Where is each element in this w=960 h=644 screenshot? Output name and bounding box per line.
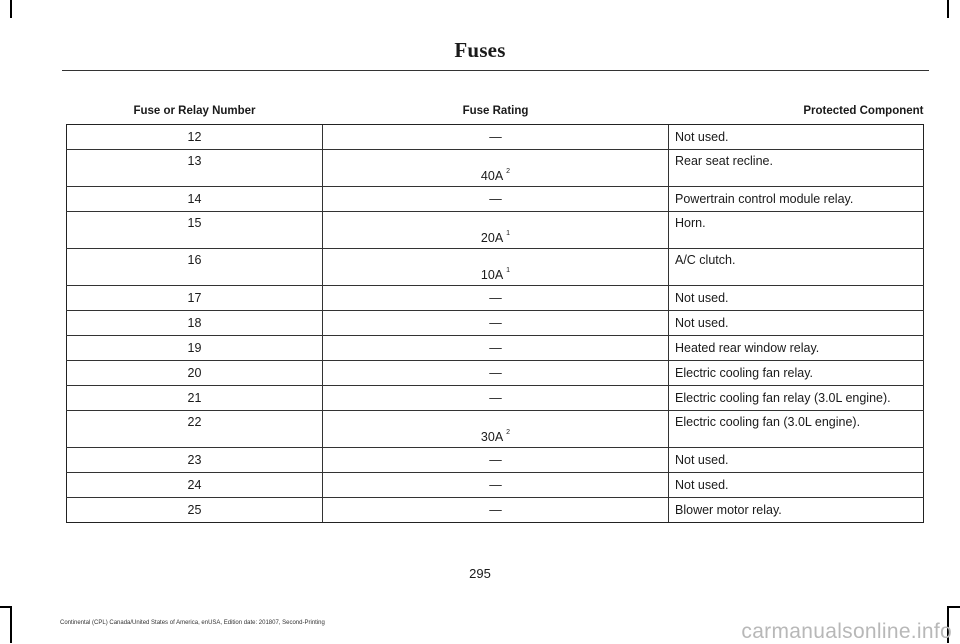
- column-header-component: Protected Component: [669, 98, 924, 125]
- table-row: [67, 286, 924, 311]
- fuse-rating: [323, 361, 669, 386]
- table-row: [67, 498, 924, 523]
- crop-mark-top-left-vertical: [10, 0, 12, 18]
- fuse-rating: [323, 212, 669, 249]
- rating-value: 30A: [480, 430, 504, 444]
- protected-component: Electric cooling fan relay.: [669, 361, 924, 386]
- footnote-marker: 1: [506, 230, 511, 237]
- rating-value: 20A: [480, 231, 504, 245]
- protected-component: Not used.: [669, 125, 924, 150]
- fuse-number: 18: [67, 311, 323, 336]
- protected-component: Electric cooling fan relay (3.0L engine).: [669, 386, 924, 411]
- table-row: [67, 411, 924, 448]
- protected-component: Rear seat recline.: [669, 150, 924, 187]
- table-row: [67, 361, 924, 386]
- table-row: [67, 212, 924, 249]
- page-title: Fuses: [454, 38, 506, 62]
- fuse-rating: [323, 498, 669, 523]
- protected-component: Horn.: [669, 212, 924, 249]
- table-row: [67, 311, 924, 336]
- fuse-rating: [323, 125, 669, 150]
- fuse-number: 25: [67, 498, 323, 523]
- title-rule: [62, 70, 929, 71]
- protected-component: Not used.: [669, 473, 924, 498]
- fuse-rating: [323, 386, 669, 411]
- rating-value: —: [489, 192, 502, 206]
- rating-value: 40A: [480, 169, 504, 183]
- table-row: [67, 473, 924, 498]
- watermark: carmanualsonline.info: [741, 620, 952, 643]
- fuse-rating: [323, 473, 669, 498]
- rating-value: —: [489, 503, 502, 517]
- table-row: [67, 249, 924, 286]
- fuse-number: 17: [67, 286, 323, 311]
- rating-value: —: [489, 391, 502, 405]
- fuse-number: 20: [67, 361, 323, 386]
- crop-mark-bottom-left-vertical: [10, 606, 12, 643]
- footer-edition-text: Continental (CPL) Canada/United States of America, enUSA, Edition date: 201807, Second-Printing: [60, 620, 325, 626]
- protected-component: Blower motor relay.: [669, 498, 924, 523]
- fuse-rating: [323, 150, 669, 187]
- footnote-marker: 1: [506, 267, 511, 274]
- fuse-rating: [323, 187, 669, 212]
- rating-value: —: [489, 341, 502, 355]
- rating-value: —: [489, 478, 502, 492]
- crop-mark-top-right-vertical: [947, 0, 949, 18]
- protected-component: Not used.: [669, 311, 924, 336]
- rating-value: —: [489, 316, 502, 330]
- fuse-number: 21: [67, 386, 323, 411]
- fuse-number: 12: [67, 125, 323, 150]
- column-header-rating: Fuse Rating: [323, 98, 669, 125]
- crop-mark-bottom-left-horizontal: [0, 606, 12, 608]
- fuse-table: [66, 98, 924, 523]
- table-row: [67, 448, 924, 473]
- protected-component: Not used.: [669, 286, 924, 311]
- fuse-number: 19: [67, 336, 323, 361]
- fuse-rating: [323, 286, 669, 311]
- rating-value: —: [489, 291, 502, 305]
- fuse-number: 14: [67, 187, 323, 212]
- protected-component: A/C clutch.: [669, 249, 924, 286]
- table-header-row: [67, 98, 924, 125]
- table-row: [67, 336, 924, 361]
- fuse-number: 23: [67, 448, 323, 473]
- table-row: [67, 386, 924, 411]
- fuse-rating: [323, 336, 669, 361]
- fuse-rating: [323, 311, 669, 336]
- page-number: 295: [469, 566, 491, 581]
- rating-value: —: [489, 130, 502, 144]
- crop-mark-bottom-right-horizontal: [947, 606, 960, 608]
- protected-component: Not used.: [669, 448, 924, 473]
- table-row: [67, 150, 924, 187]
- footnote-marker: 2: [506, 168, 511, 175]
- rating-value: —: [489, 366, 502, 380]
- table-row: [67, 187, 924, 212]
- protected-component: Heated rear window relay.: [669, 336, 924, 361]
- protected-component: Electric cooling fan (3.0L engine).: [669, 411, 924, 448]
- fuse-number: 24: [67, 473, 323, 498]
- rating-value: 10A: [480, 268, 504, 282]
- protected-component: Powertrain control module relay.: [669, 187, 924, 212]
- footnote-marker: 2: [506, 429, 511, 436]
- fuse-number: 13: [67, 150, 323, 187]
- column-header-number: Fuse or Relay Number: [67, 98, 323, 125]
- table-row: [67, 125, 924, 150]
- fuse-rating: [323, 448, 669, 473]
- rating-value: —: [489, 453, 502, 467]
- fuse-rating: [323, 249, 669, 286]
- fuse-number: 22: [67, 411, 323, 448]
- fuse-number: 15: [67, 212, 323, 249]
- fuse-rating: [323, 411, 669, 448]
- fuse-number: 16: [67, 249, 323, 286]
